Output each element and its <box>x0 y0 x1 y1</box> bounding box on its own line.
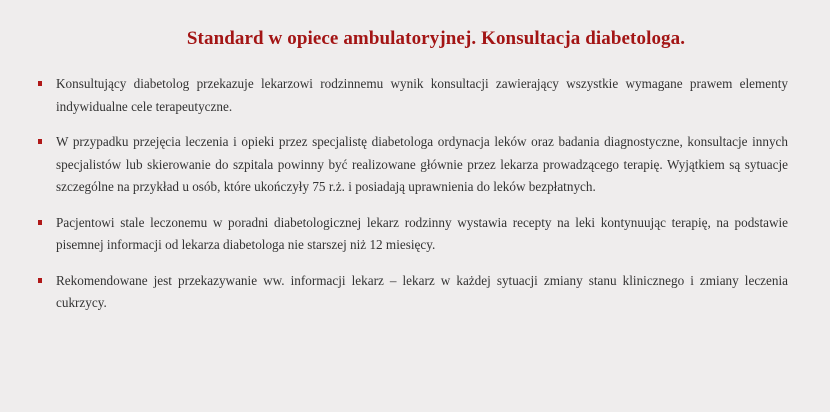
bullet-item <box>36 212 788 257</box>
bullet-item <box>36 73 788 118</box>
bullet-item <box>36 270 788 315</box>
bullet-text: Pacjentowi stale leczonemu w poradni diabetologicznej lekarz rodzinny wystawia recepty na leki kontynuując terapię, na podstawie pisemnej informacji od lekarza diabetologa nie starszej niż 12 miesięcy. <box>56 214 788 252</box>
bullet-text: Rekomendowane jest przekazywanie ww. informacji lekarz – lekarz w każdej sytuacji zmiany stanu klinicznego i zmiany leczenia cukrzycy. <box>56 272 788 310</box>
square-bullet-icon <box>38 139 42 144</box>
square-bullet-icon <box>38 278 42 283</box>
square-bullet-icon <box>38 81 42 86</box>
slide-title: Standard w opiece ambulatoryjnej. Konsultacja diabetologa. <box>186 28 686 49</box>
bullet-text: Konsultujący diabetolog przekazuje lekarzowi rodzinnemu wynik konsultacji zawierający wszystkie wymagane prawem elementy indywidualne cele terapeutyczne. <box>56 76 788 114</box>
square-bullet-icon <box>38 220 42 225</box>
bullet-text: W przypadku przejęcia leczenia i opieki przez specjalistę diabetologa ordynacja leków oraz badania diagnostyczne, konsultacje innych specjalistów lub skierowanie do szpitala powinny być realizowane głównie przez lekarza prowadzącego terapię. Wyjątkiem są sytuacje szczególne na przykład u osób, które ukończyły 75 r.ż. i posiadają uprawnienia do leków bezpłatnych. <box>56 134 788 194</box>
bullet-list <box>36 73 788 328</box>
bullet-item <box>36 131 788 199</box>
